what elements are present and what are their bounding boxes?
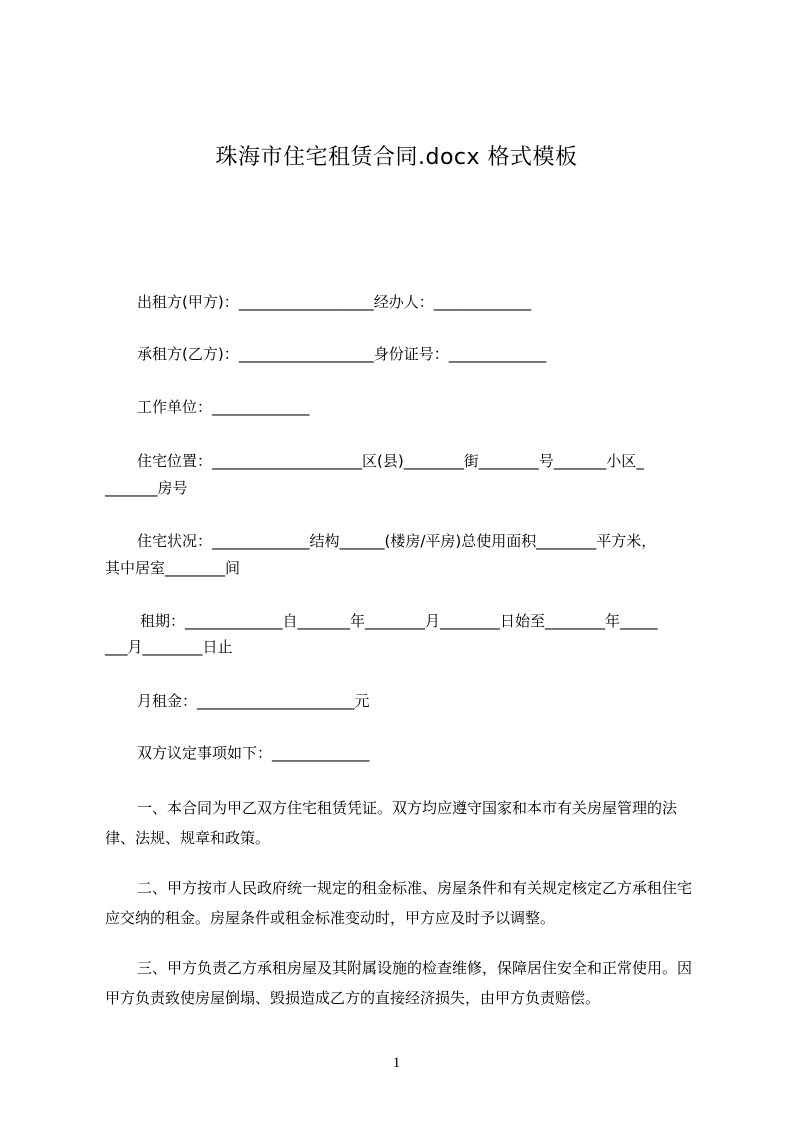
lessee-line: 承租方(乙方)：__________________身份证号：_____________ — [137, 345, 547, 363]
condition-line-1: 住宅状况：_____________结构______(楼房/平房)总使用面积________平方米， — [137, 532, 657, 550]
clause-2: 二、甲方按市人民政府统一规定的租金标准、房屋条件和有关规定核定乙方承租住宅应交纳的租金。房屋条件或租金标准变动时，甲方应及时予以调整。 — [105, 879, 693, 927]
employer-line: 工作单位：_____________ — [137, 398, 310, 416]
location-line-1: 住宅位置：____________________区(县)________街________号_______小区_ — [137, 452, 644, 470]
page-number: 1 — [392, 1055, 401, 1071]
document-title: 珠海市住宅租赁合同.docx 格式模板 — [215, 145, 578, 170]
lessor-line: 出租方(甲方)：__________________经办人：_____________ — [137, 293, 532, 311]
rent-line: 月租金：_____________________元 — [137, 692, 370, 710]
condition-line-2: 其中居室________间 — [105, 559, 241, 577]
location-line-2: _______房号 — [105, 479, 188, 497]
clause-3: 三、甲方负责乙方承租房屋及其附属设施的检查维修，保障居住安全和正常使用。因甲方负责致使房屋倒塌、毁损造成乙方的直接经济损失，由甲方负责赔偿。 — [105, 959, 693, 1007]
term-line-2: ___月________日止 — [105, 638, 233, 656]
term-line-1: 租期：_____________自_______年________月________日始至________年_____ — [140, 612, 658, 630]
clause-1: 一、本合同为甲乙双方住宅租赁凭证。双方均应遵守国家和本市有关房屋管理的法律、法规、规章和政策。 — [105, 799, 678, 847]
agreed-items-line: 双方议定事项如下：_____________ — [137, 744, 370, 762]
